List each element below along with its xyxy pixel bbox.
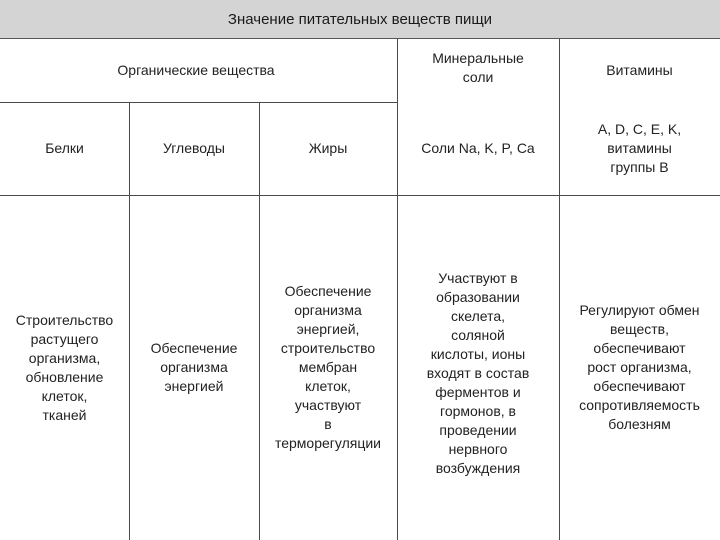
subheader-minerals: Соли Na, K, P, Ca (421, 140, 535, 156)
nutrients-table (0, 39, 720, 540)
header-minerals: Минеральные соли (432, 49, 524, 85)
function-minerals: Участвуют в образовании скелета, соляной кислоты, ионы входят в состав ферментов и гормонов, в проведении нервного возбуждения (426, 270, 530, 476)
header-vitamins: Витамины (606, 62, 673, 78)
header-organic: Органические вещества (117, 62, 275, 78)
subheader-proteins: Белки (45, 140, 84, 156)
table-title: Значение питательных веществ пищи (0, 0, 720, 39)
function-vitamins: Регулируют обмен веществ, обеспечивают рост организма, обеспечивают сопротивляемость болезням (579, 302, 700, 432)
subheader-vitamins: A, D, C, E, K, витамины группы B (597, 121, 682, 175)
function-carbs: Обеспечение организма энергией (150, 340, 238, 394)
subheader-carbs: Углеводы (162, 140, 225, 156)
subheader-fats: Жиры (308, 140, 348, 156)
function-proteins: Строительство растущего организма, обновление клеток, тканей (15, 311, 114, 423)
function-fats: Обеспечение организма энергией, строительство мембран клеток, участвуют в терморегуляции (274, 283, 382, 451)
